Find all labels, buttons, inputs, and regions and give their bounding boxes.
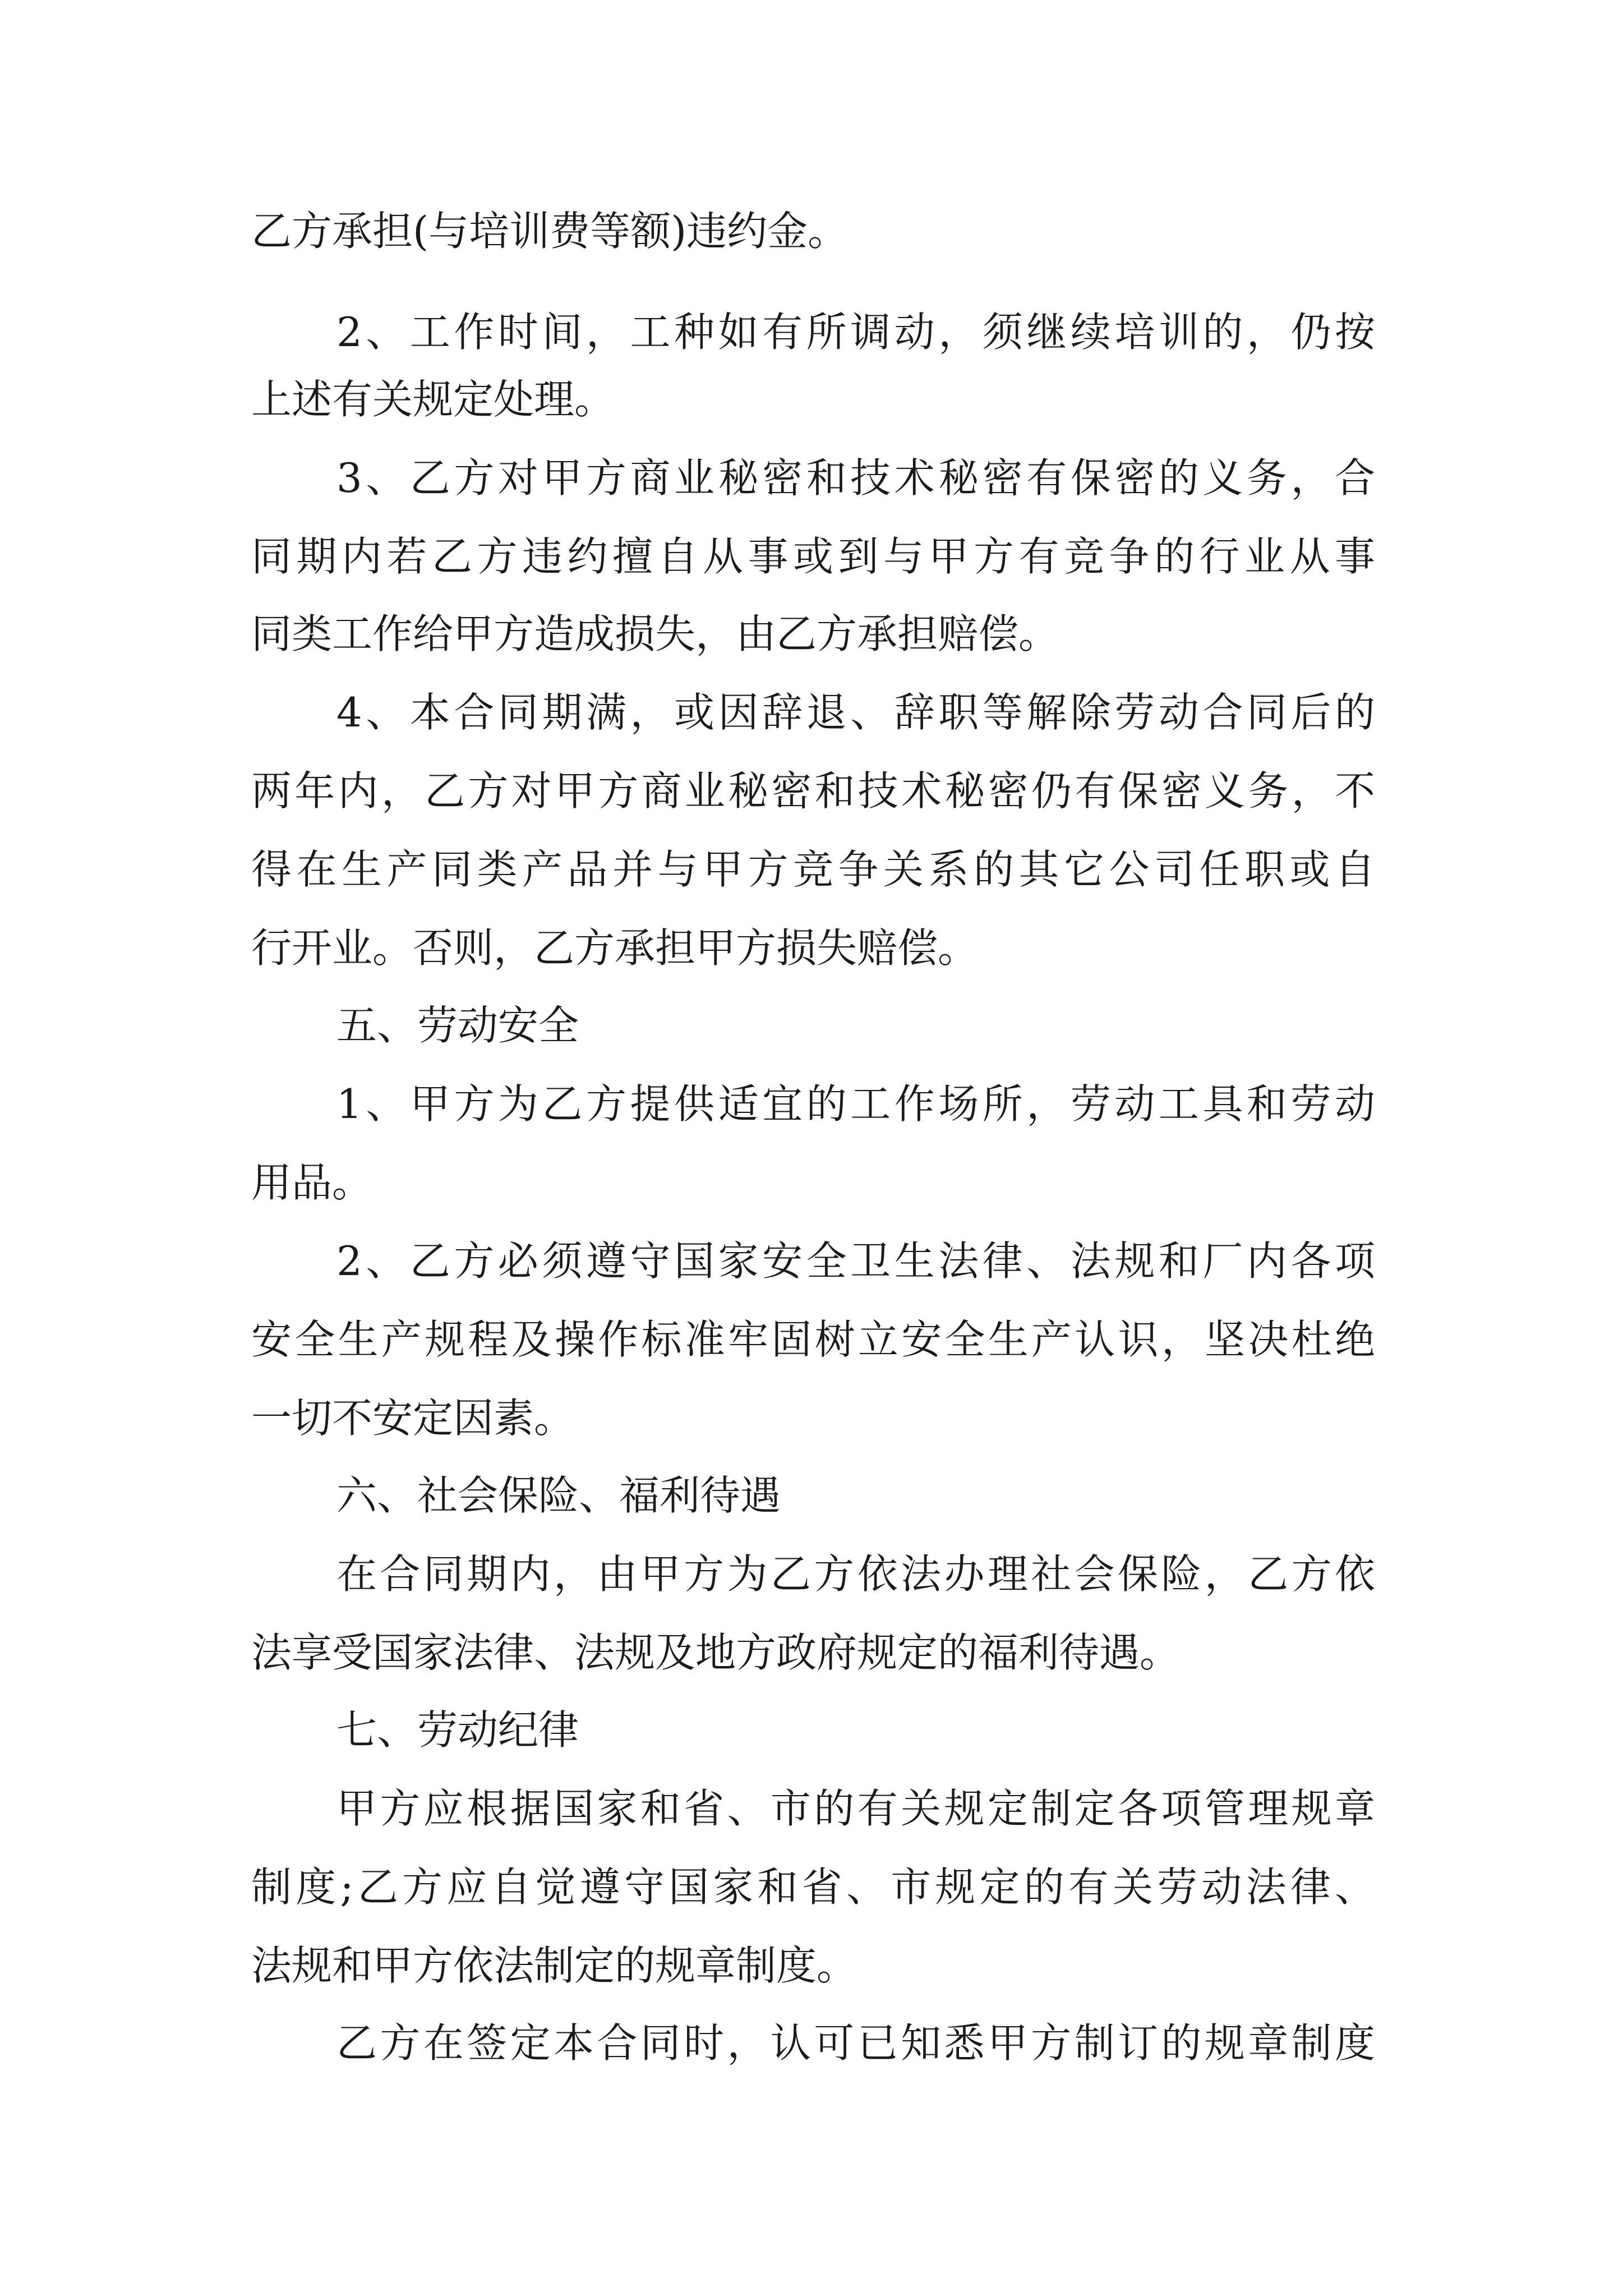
text-line: 2、乙方必须遵守国家安全卫生法律、法规和厂内各项 [336,1237,1375,1285]
section-heading: 五、劳动安全 [336,1002,579,1049]
text-line: 行开业。否则，乙方承担甲方损失赔偿。 [251,924,979,972]
text-line: 4、本合同期满，或因辞退、辞职等解除劳动合同后的 [336,689,1375,736]
text-line: 甲方应根据国家和省、市的有关规定制定各项管理规章 [336,1785,1375,1832]
text-line: 同类工作给甲方造成损失，由乙方承担赔偿。 [251,610,1059,657]
text-line: 3、乙方对甲方商业秘密和技术秘密有保密的义务，合 [336,454,1375,501]
text-line: 乙方在签定本合同时，认可已知悉甲方制订的规章制度 [336,2019,1375,2067]
text-line: 上述有关规定处理。 [251,376,615,423]
text-line: 法享受国家法律、法规及地方政府规定的福利待遇。 [251,1629,1181,1676]
text-line: 在合同期内，由甲方为乙方依法办理社会保险，乙方依 [336,1550,1375,1598]
section-heading: 六、社会保险、福利待遇 [336,1472,781,1519]
text-line: 同期内若乙方违约擅自从事或到与甲方有竞争的行业从事 [251,533,1375,580]
text-line: 乙方承担(与培训费等额)违约金。 [251,208,849,255]
text-line: 法规和甲方依法制定的规章制度。 [251,1942,857,1989]
text-line: 制度;乙方应自觉遵守国家和省、市规定的有关劳动法律、 [251,1864,1375,1911]
text-line: 2、工作时间，工种如有所调动，须继续培训的，仍按 [336,309,1375,356]
text-line: 安全生产规程及操作标准牢固树立安全生产认识，坚决杜绝 [251,1316,1375,1363]
text-line: 得在生产同类产品并与甲方竞争关系的其它公司任职或自 [251,846,1375,893]
text-line: 用品。 [251,1159,373,1206]
section-heading: 七、劳动纪律 [336,1706,579,1754]
text-line: 两年内，乙方对甲方商业秘密和技术秘密仍有保密义务，不 [251,767,1375,815]
text-line: 1、甲方为乙方提供适宜的工作场所，劳动工具和劳动 [336,1080,1375,1128]
text-line: 一切不安定因素。 [251,1395,575,1442]
